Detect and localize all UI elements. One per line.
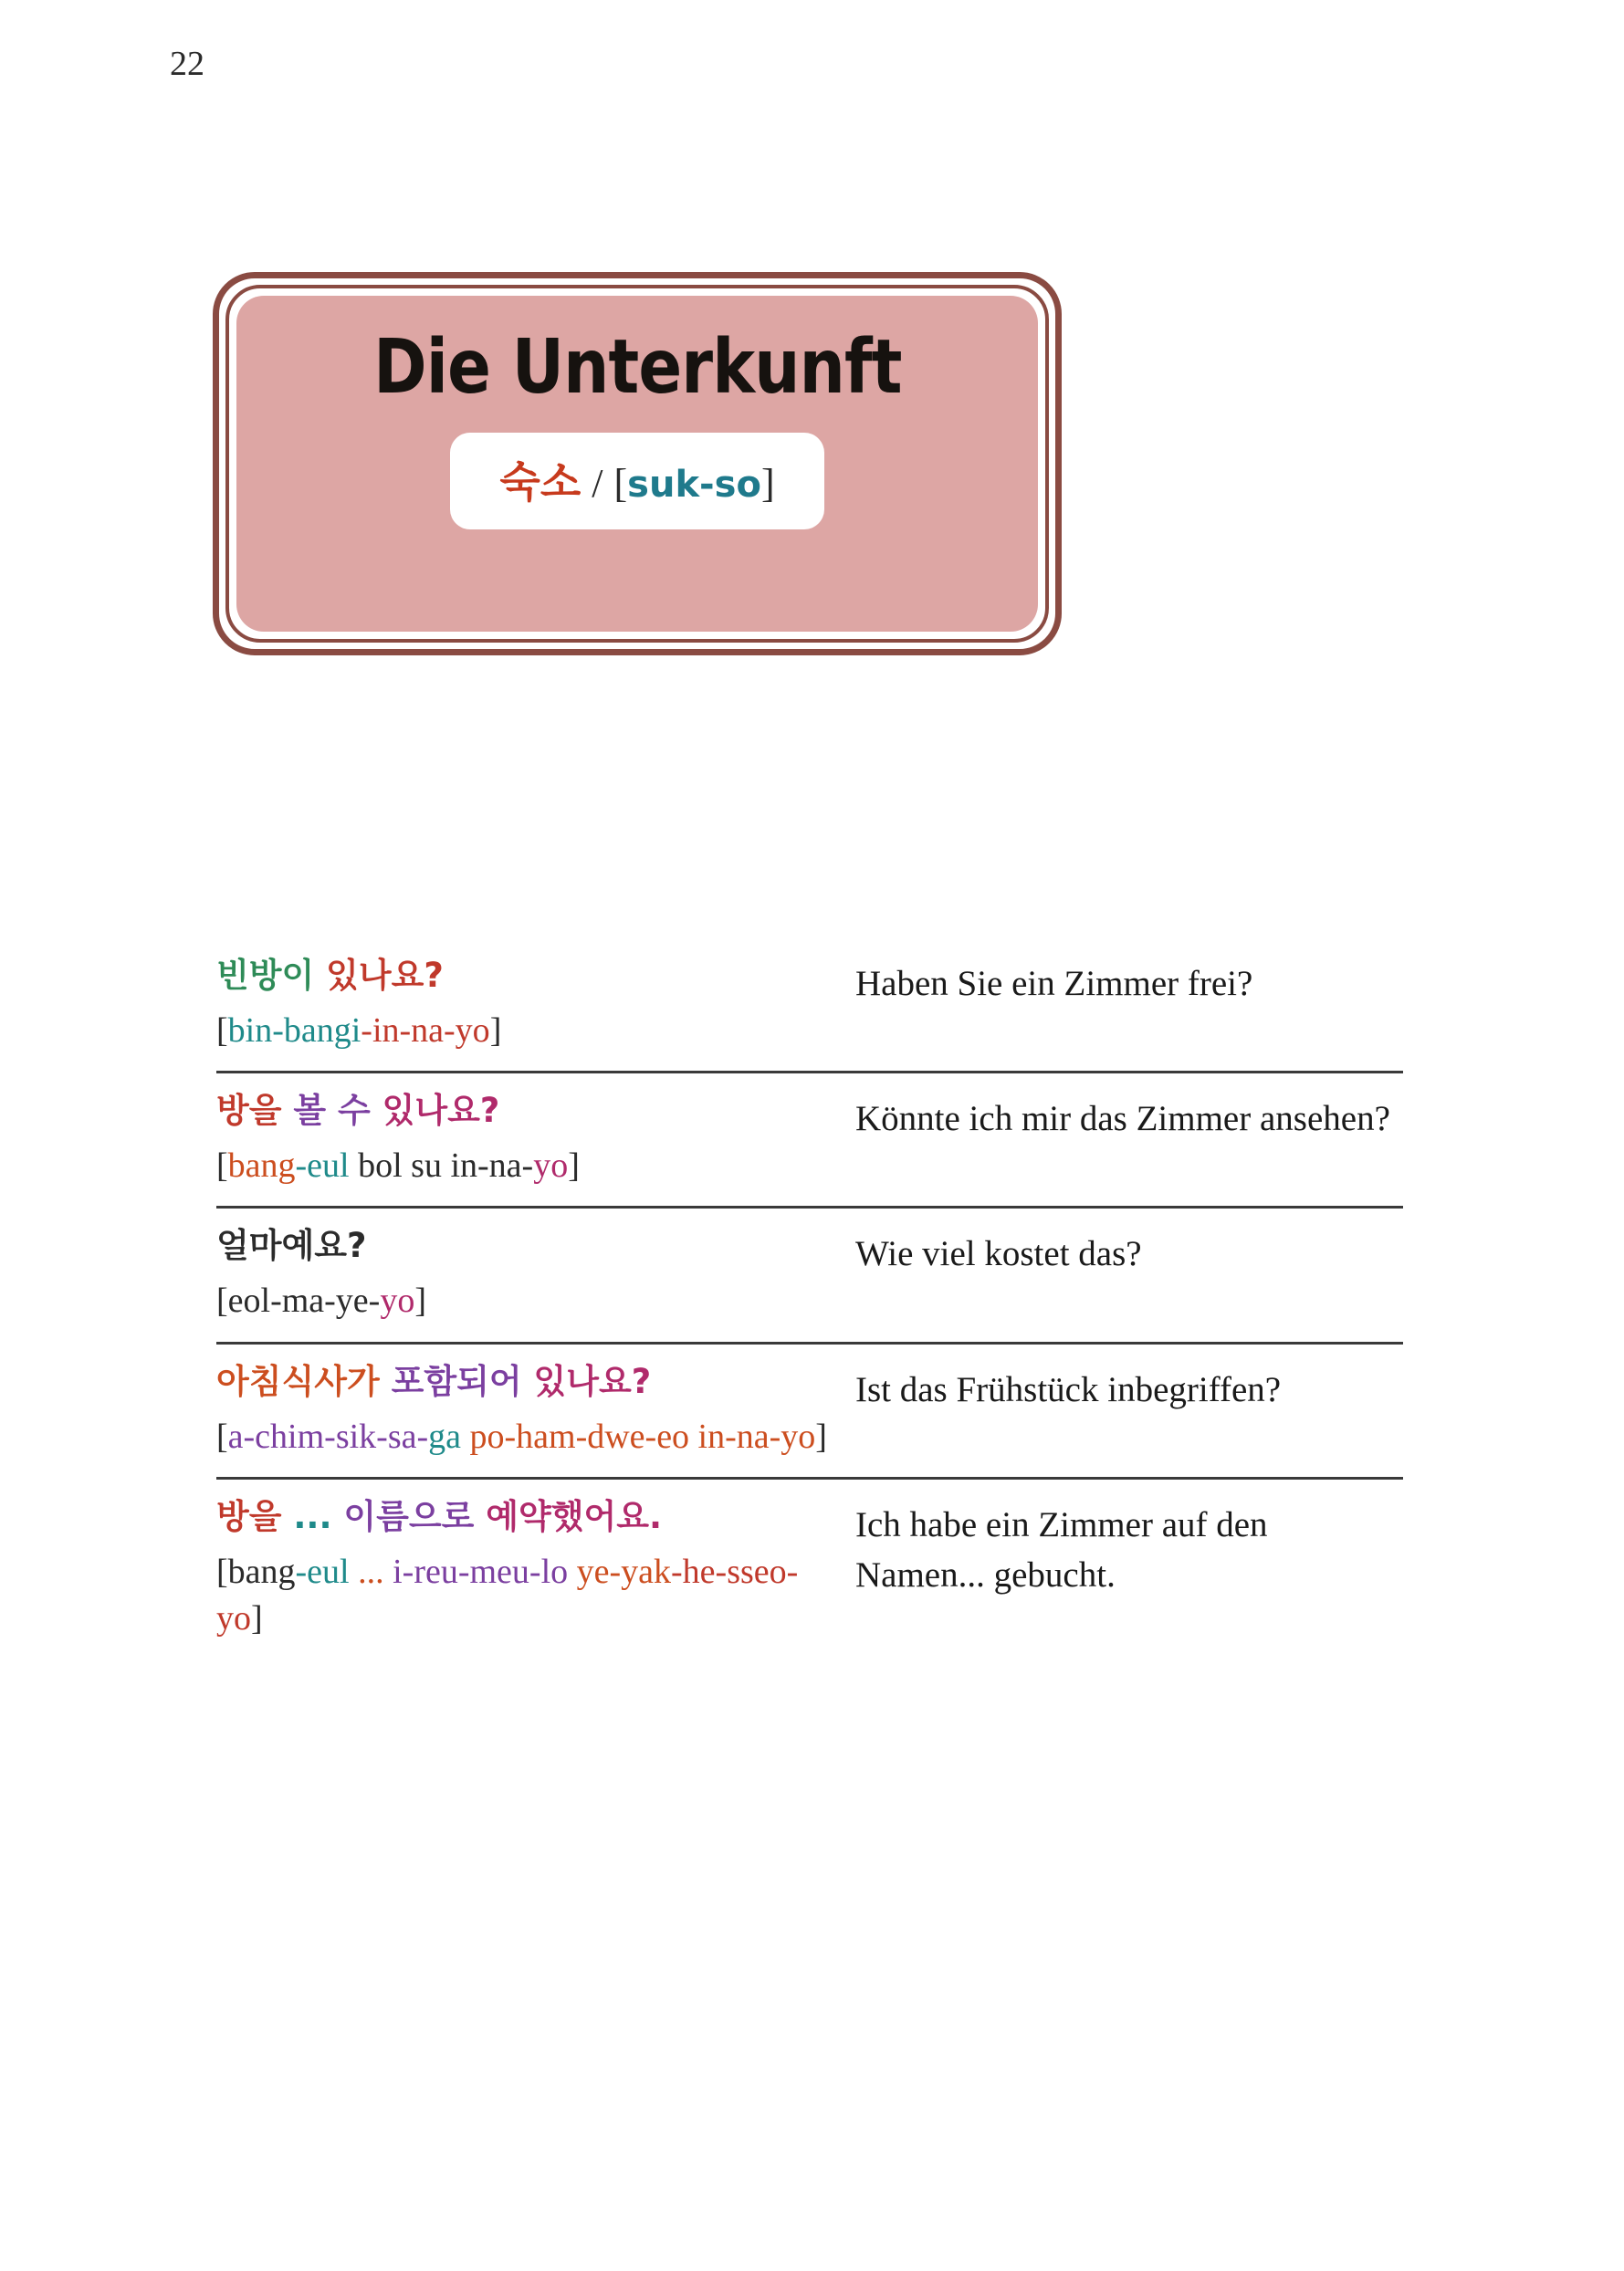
title-plaque-body [236, 296, 1038, 632]
romanization-token: ye-yak [568, 1552, 672, 1591]
phrase-korean-column [216, 1088, 855, 1189]
phrase-german-column [855, 1223, 1403, 1279]
phrase-romanization [216, 1143, 839, 1189]
romanization-token: ga [428, 1417, 461, 1456]
title-pronunciation-pill [450, 433, 823, 529]
korean-token: 얼마예요? [216, 1226, 367, 1266]
phrase-korean [216, 1223, 839, 1269]
romanization-token: ] [568, 1146, 580, 1186]
phrase-romanization [216, 1414, 839, 1460]
korean-token: 방을 [216, 1496, 282, 1536]
phrase-german: Ist das Frühstück inbegriffen? [855, 1369, 1282, 1409]
romanization-token: bol su in-na- [349, 1146, 534, 1186]
korean-token [380, 1362, 392, 1401]
phrase-row [216, 1073, 1403, 1209]
korean-token: 포함되어 [391, 1361, 534, 1401]
korean-token: ... [281, 1496, 344, 1536]
romanization-token: [bang [216, 1552, 296, 1591]
title-bracket-close: ] [760, 461, 775, 506]
title-plaque [213, 272, 1062, 655]
romanization-token: [ [216, 1417, 228, 1456]
phrase-korean [216, 1088, 839, 1134]
phrase-korean-column [216, 1359, 855, 1460]
romanization-token: -in-na-yo [361, 1010, 490, 1050]
romanization-token: ] [489, 1010, 502, 1050]
korean-token [314, 956, 326, 995]
phrase-korean-column [216, 1223, 855, 1324]
phrase-row [216, 1209, 1403, 1344]
phrase-romanization [216, 1008, 839, 1054]
title-separator: / [592, 461, 603, 506]
phrase-german: Haben Sie ein Zimmer frei? [855, 964, 1253, 1003]
phrase-romanization [216, 1549, 839, 1643]
phrase-row [216, 938, 1403, 1073]
romanization-token: ] [414, 1282, 426, 1321]
phrase-romanization [216, 1278, 839, 1324]
phrase-korean [216, 953, 839, 999]
phrase-german-column [855, 1088, 1403, 1144]
section-title: Die Unterkunft [372, 324, 902, 411]
title-romanization: suk-so [627, 464, 761, 506]
korean-token: 예약했어요. [486, 1496, 663, 1536]
romanization-token: i-reu-meu-lo [393, 1552, 569, 1591]
title-korean: 숙소 [499, 457, 581, 507]
title-plaque-inner-border [225, 285, 1049, 643]
romanization-token: bin-bangi [227, 1010, 361, 1050]
romanization-token: -he-sseo-yo [216, 1552, 799, 1638]
phrase-korean [216, 1359, 839, 1405]
phrase-german: Wie viel kostet das? [855, 1234, 1142, 1274]
romanization-token: yo [533, 1146, 569, 1186]
korean-token: 아침식사가 [216, 1361, 380, 1401]
phrase-german: Könnte ich mir das Zimmer ansehen? [855, 1099, 1390, 1139]
phrase-korean-column [216, 1494, 855, 1643]
romanization-token: ] [815, 1417, 827, 1456]
phrase-german-column [855, 1359, 1403, 1415]
romanization-token: -eul [295, 1552, 350, 1591]
romanization-token: a-chim-sik-sa- [227, 1417, 429, 1456]
romanization-token: [ [216, 1146, 228, 1186]
korean-token: 빈방이 [216, 956, 315, 995]
korean-token: 볼 수 [293, 1091, 382, 1131]
romanization-token: ... [349, 1552, 393, 1591]
korean-token: 있나요? [533, 1361, 652, 1401]
romanization-token: [ [216, 1010, 228, 1050]
romanization-token: po-ham-dwe-eo in-na-yo [461, 1417, 816, 1456]
phrase-german-column [855, 953, 1403, 1009]
korean-token [281, 1091, 293, 1130]
phrase-korean-column [216, 953, 855, 1054]
romanization-token: ] [251, 1599, 263, 1638]
phrase-german-column [855, 1494, 1403, 1601]
korean-token: 있나요? [382, 1091, 500, 1131]
title-bracket-open: [ [613, 461, 628, 506]
romanization-token: -eul [295, 1146, 350, 1186]
korean-token: 이름으로 [343, 1496, 487, 1536]
page-number: 22 [170, 45, 204, 83]
romanization-token: yo [380, 1282, 415, 1321]
phrase-korean [216, 1494, 839, 1540]
phrase-table [216, 938, 1403, 1659]
korean-token: 있나요? [326, 956, 444, 995]
korean-token: 방을 [216, 1091, 282, 1131]
phrase-row [216, 1345, 1403, 1480]
phrase-german: Ich habe ein Zimmer auf den Namen... gebucht. [855, 1504, 1268, 1596]
romanization-token: [eol-ma-ye- [216, 1282, 381, 1321]
phrase-row [216, 1480, 1403, 1659]
romanization-token: bang [227, 1146, 296, 1186]
